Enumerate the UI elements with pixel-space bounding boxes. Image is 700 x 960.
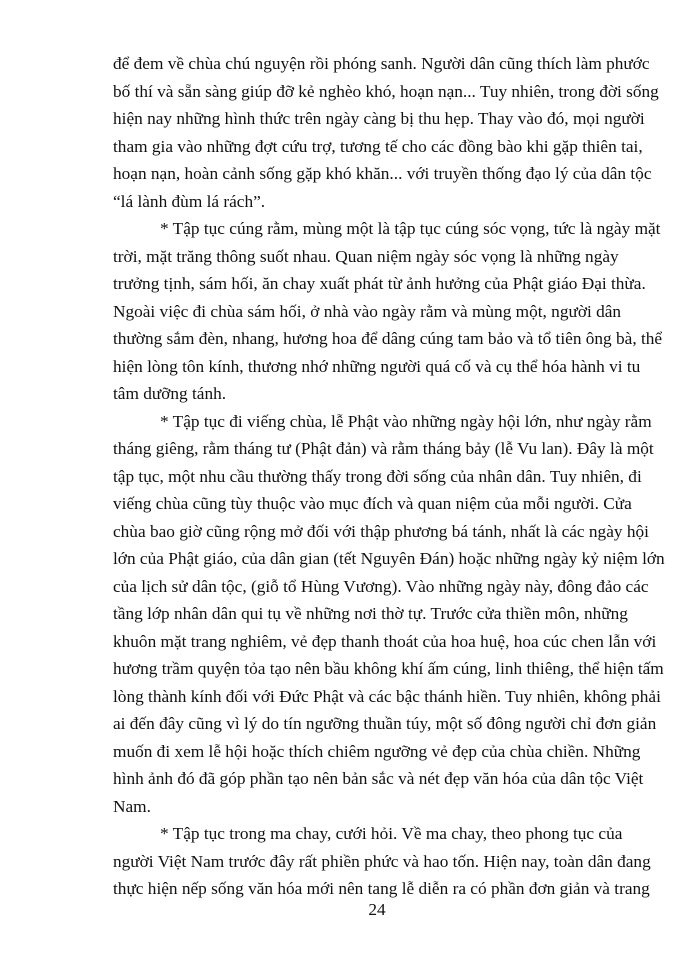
text-line: hương trầm quyện tỏa tạo nên bầu không khí ấm cúng, linh thiêng, thể hiện tấm [113, 659, 664, 678]
text-line: * Tập tục đi viếng chùa, lễ Phật vào những ngày hội lớn, như ngày rằm [160, 411, 652, 431]
text-line: viếng chùa cũng tùy thuộc vào mục đích và quan niệm của mỗi người. Cửa [113, 494, 632, 513]
text-line: trời, mặt trăng thông suốt nhau. Quan niệm ngày sóc vọng là những ngày [113, 246, 619, 266]
text-line: hoạn nạn, hoàn cảnh sống gặp khó khăn... với truyền thống đạo lý của dân tộc [113, 164, 652, 183]
text-line: tâm dưỡng tánh. [113, 384, 227, 403]
page-number: 24 [368, 900, 386, 919]
text-line: trưởng tịnh, sám hối, ăn chay xuất phát từ ảnh hưởng của Phật giáo Đại thừa. [113, 274, 646, 293]
text-line: khuôn mặt trang nghiêm, vẻ đẹp thanh thoát của hoa huệ, hoa cúc chen lẫn với [113, 631, 657, 651]
text-line: “lá lành đùm lá rách”. [113, 191, 266, 211]
text-line: muốn đi xem lễ hội hoặc thích chiêm ngưỡng vẻ đẹp của chùa chiền. Những [113, 741, 641, 761]
text-line: thường sắm đèn, nhang, hương hoa để dâng cúng tam bảo và tổ tiên ông bà, thể [113, 329, 663, 348]
text-line: tập tục, một nhu cầu thường thấy trong đời sống của nhân dân. Tuy nhiên, đi [113, 466, 642, 486]
text-line: của lịch sử dân tộc, (giỗ tổ Hùng Vương). Vào những ngày này, đông đảo các [113, 576, 649, 596]
text-line: tháng giêng, rằm tháng tư (Phật đản) và rằm tháng bảy (lễ Vu lan). Đây là một [113, 439, 654, 458]
paragraph-vieng-chua [113, 408, 665, 821]
text-line: Ngoài việc đi chùa sám hối, ở nhà vào ngày rằm và mùng một, người dân [113, 301, 622, 321]
paragraph-ma-chay [113, 820, 651, 903]
text-line: * Tập tục cúng rằm, mùng một là tập tục cúng sóc vọng, tức là ngày mặt [160, 219, 661, 238]
text-line: chùa bao giờ cũng rộng mở đối với thập phương bá tánh, nhất là các ngày hội [113, 521, 649, 541]
text-line: hiện lòng tôn kính, thương nhớ những người quá cố và cụ thể hóa hành vi tu [113, 356, 641, 376]
text-line: lòng thành kính đối với Đức Phật và các bậc thánh hiền. Tuy nhiên, không phải [113, 686, 661, 706]
text-line: bố thí và sẵn sàng giúp đỡ kẻ nghèo khó, hoạn nạn... Tuy nhiên, trong đời sống [113, 81, 659, 101]
text-line: ai đến đây cũng vì lý do tín ngưỡng thuần túy, một số đông người chỉ đơn giản [113, 714, 657, 733]
text-line: hình ảnh đó đã góp phần tạo nên bản sắc và nét đẹp văn hóa của dân tộc Việt [113, 769, 644, 788]
text-line: tham gia vào những đợt cứu trợ, tương tế cho các đồng bào khi gặp thiên tai, [113, 136, 643, 156]
text-line: * Tập tục trong ma chay, cưới hỏi. Về ma chay, theo phong tục của [160, 824, 623, 843]
text-line: tầng lớp nhân dân qui tụ về những nơi thờ tự. Trước cửa thiền môn, những [113, 604, 628, 623]
text-line: thực hiện nếp sống văn hóa mới nên tang lễ diễn ra có phần đơn giản và trang [113, 879, 650, 898]
text-line: lớn của Phật giáo, của dân gian (tết Nguyên Đán) hoặc những ngày kỷ niệm lớn [113, 549, 665, 568]
text-line: hiện nay những hình thức trên ngày càng bị thu hẹp. Thay vào đó, mọi người [113, 109, 645, 128]
text-line: Nam. [113, 796, 151, 816]
body-text [113, 50, 665, 903]
paragraph-ram-mung-mot [113, 215, 663, 408]
paragraph-1 [113, 50, 659, 215]
text-line: người Việt Nam trước đây rất phiền phức và hao tốn. Hiện nay, toàn dân đang [113, 851, 651, 871]
text-line: để đem về chùa chú nguyện rồi phóng sanh. Người dân cũng thích làm phước [113, 54, 650, 73]
